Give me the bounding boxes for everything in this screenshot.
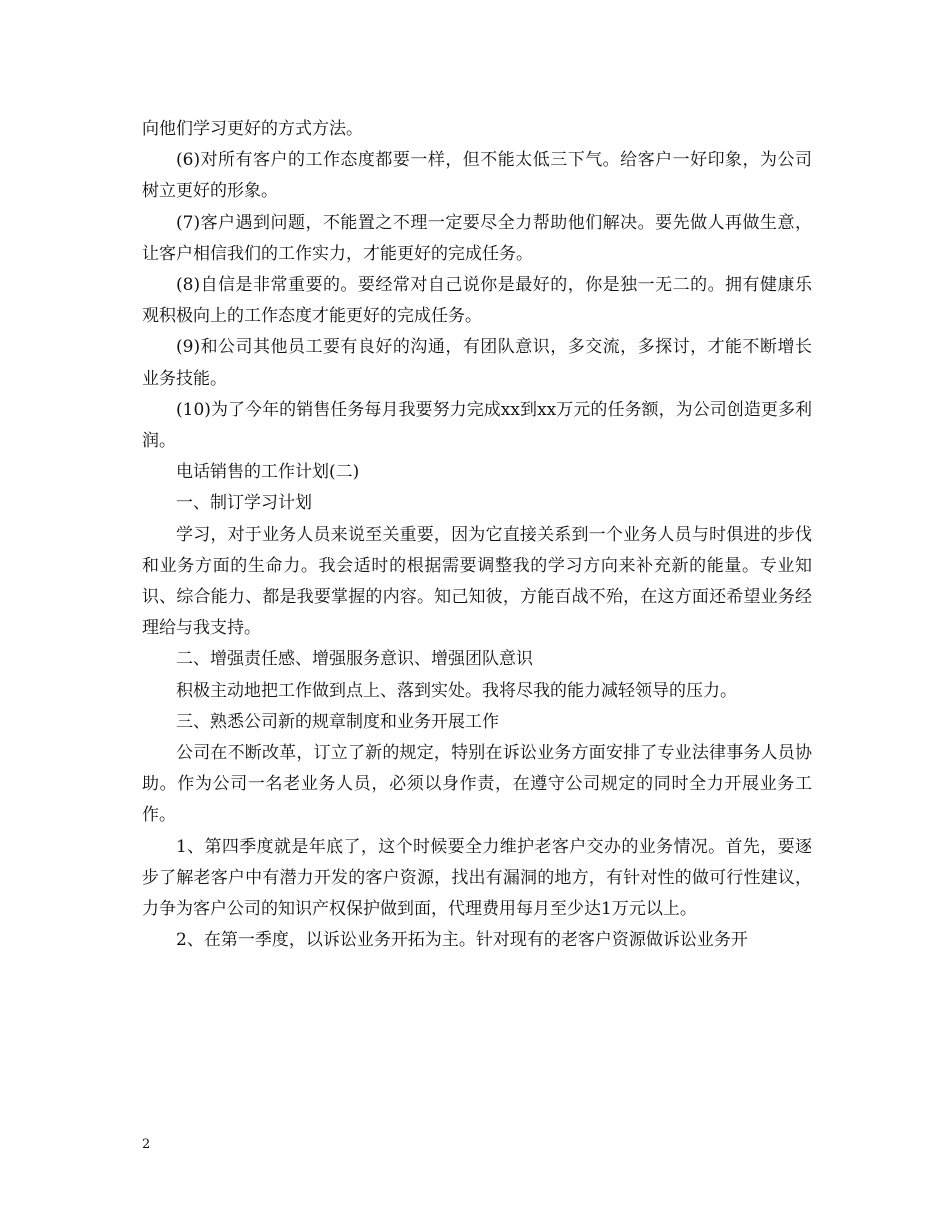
paragraph: (7)客户遇到问题，不能置之不理一定要尽全力帮助他们解决。要先做人再做生意，让客户相信我们的工作实力，才能更好的完成任务。 [142,212,812,264]
paragraph: 1、第四季度就是年底了，这个时候要全力维护老客户交办的业务情况。首先，要逐步了解老客户中有潜力开发的客户资源，找出有漏洞的地方，有针对性的做可行性建议，力争为客户公司的知识产权保护做到面，代理费用每月至少达1万元以上。 [142,836,812,920]
page-number: 2 [142,1137,151,1152]
section-heading: 一、制订学习计划 [176,493,312,514]
section-heading: 三、熟悉公司新的规章制度和业务开展工作 [176,711,499,732]
paragraph: (6)对所有客户的工作态度都要一样，但不能太低三下气。给客户一好印象，为公司树立更好的形象。 [142,150,812,202]
paragraph: (10)为了今年的销售任务每月我要努力完成xx到xx万元的任务额，为公司创造更多利润。 [142,399,812,452]
paragraph: 积极主动地把工作做到点上、落到实处。我将尽我的能力减轻领导的压力。 [176,680,737,701]
paragraph: (8)自信是非常重要的。要经常对自己说你是最好的，你是独一无二的。拥有健康乐观积极向上的工作态度才能更好的完成任务。 [142,275,812,327]
section-title: 电话销售的工作计划(二) [176,462,360,483]
paragraph: 2、在第一季度，以诉讼业务开拓为主。针对现有的老客户资源做诉讼业务开 [176,930,748,951]
paragraph: 向他们学习更好的方式方法。 [142,119,363,139]
paragraph: 公司在不断改革，订立了新的规定，特别在诉讼业务方面安排了专业法律事务人员协助。作为公司一名老业务人员，必须以身作责，在遵守公司规定的同时全力开展业务工作。 [142,743,812,826]
paragraph: 学习，对于业务人员来说至关重要，因为它直接关系到一个业务人员与时俱进的步伐和业务方面的生命力。我会适时的根据需要调整我的学习方向来补充新的能量。专业知识、综合能力、都是我要掌握的内容。知己知彼，方能百战不殆，在这方面还希望业务经理给与我支持。 [142,524,812,639]
paragraph: (9)和公司其他员工要有良好的沟通，有团队意识，多交流，多探讨，才能不断增长业务技能。 [142,337,812,389]
document-body [142,114,812,956]
section-heading: 二、增强责任感、增强服务意识、增强团队意识 [176,649,533,670]
